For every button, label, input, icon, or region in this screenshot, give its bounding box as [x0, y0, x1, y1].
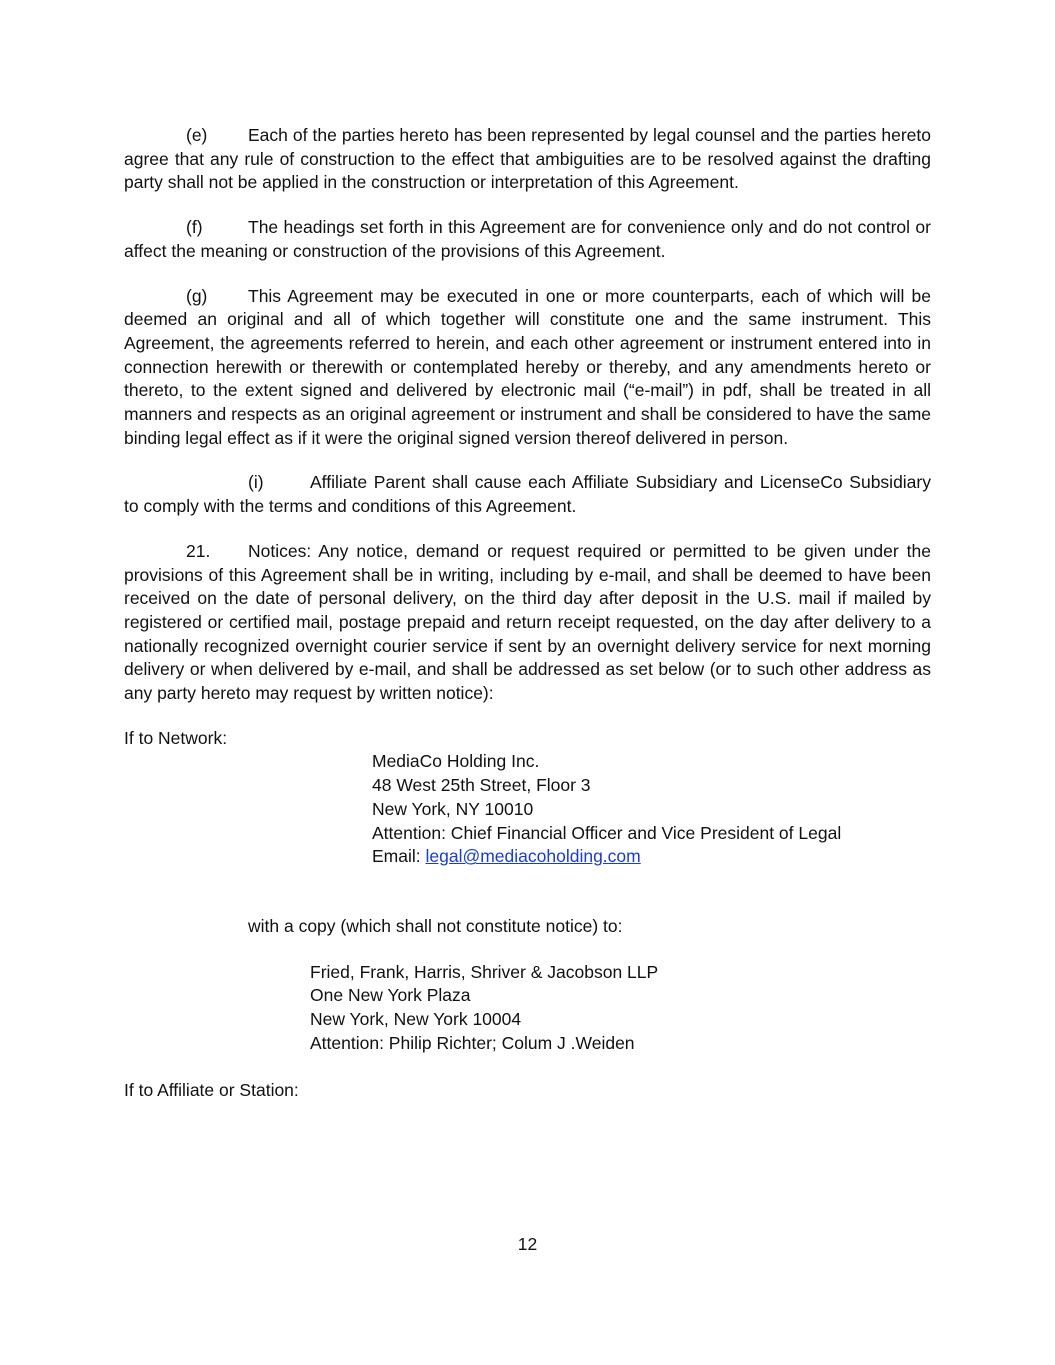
page-number: 12: [517, 1234, 538, 1254]
network-address-city: New York, NY 10010: [372, 798, 534, 819]
network-address-name: MediaCo Holding Inc.: [372, 751, 540, 772]
network-address-street: 48 West 25th Street, Floor 3: [372, 775, 591, 796]
paragraph-notices: [124, 540, 931, 706]
copy-address-street: One New York Plaza: [310, 985, 471, 1006]
network-address: [372, 750, 931, 869]
affiliate-heading: If to Affiliate or Station:: [124, 1079, 299, 1100]
paragraph-e-label: (e): [186, 125, 208, 145]
paragraph-i: [124, 471, 931, 518]
paragraph-f-text: The headings set forth in this Agreement are for convenience only and do not control or affect the meaning or construction of the provisions of this Agreement.: [124, 217, 931, 261]
copy-address-attention: Attention: Philip Richter; Colum J .Weiden: [310, 1032, 635, 1053]
paragraph-g: [124, 285, 931, 451]
copy-address: [310, 961, 931, 1056]
paragraph-i-text: Affiliate Parent shall cause each Affiliate Subsidiary and LicenseCo Subsidiary to comply with the terms and conditions of this Agreement.: [124, 472, 931, 517]
paragraph-f: [124, 216, 931, 263]
network-address-attention: Attention: Chief Financial Officer and Vice President of Legal: [372, 822, 842, 843]
paragraph-e-text: Each of the parties hereto has been represented by legal counsel and the parties hereto agree that any rule of construction to the effect that ambiguities are to be resolved against the drafting party shall not be applied in the construction or interpretation of this Agreement.: [124, 125, 931, 193]
copy-notice-line: with a copy (which shall not constitute notice) to:: [248, 915, 623, 936]
copy-address-firm: Fried, Frank, Harris, Shriver & Jacobson LLP: [310, 961, 659, 982]
paragraph-i-label: (i): [248, 472, 264, 493]
copy-address-city: New York, New York 10004: [310, 1009, 522, 1030]
paragraph-g-label: (g): [186, 285, 208, 306]
paragraph-e: [124, 124, 931, 195]
paragraph-notices-label: 21.: [186, 540, 211, 561]
paragraph-f-label: (f): [186, 217, 203, 238]
network-address-email-line: [372, 845, 931, 869]
network-email-link[interactable]: legal@mediacoholding.com: [425, 846, 641, 867]
document-page: [124, 124, 931, 1102]
paragraph-notices-text: Notices: Any notice, demand or request required or permitted to be given under the provisions of this Agreement shall be in writing, including by e-mail, and shall be deemed to have been received on the date of personal delivery, on the third day after deposit in the U.S. mail if mailed by registered or certified mail, postage prepaid and return receipt requested, on the day after delivery to a nationally recognized overnight courier service if sent by an overnight delivery service for next morning delivery or when delivered by e-mail, and shall be addressed as set below (or to such other address as any party hereto may request by written notice):: [124, 540, 931, 704]
network-email-label: Email:: [372, 846, 426, 867]
network-heading: If to Network:: [124, 727, 228, 748]
paragraph-g-text: This Agreement may be executed in one or more counterparts, each of which will be deemed an original and all of which together will constitute one and the same instrument. This Agreement, the agreements referred to herein, and each other agreement or instrument entered into in connection herewith or therewith or contemplated hereby or thereby, and any amendments hereto or thereto, to the extent signed and delivered by electronic mail (“e-mail”) in pdf, shall be treated in all manners and respects as an original agreement or instrument and shall be considered to have the same binding legal effect as if it were the original signed version thereof delivered in person.: [124, 285, 931, 448]
